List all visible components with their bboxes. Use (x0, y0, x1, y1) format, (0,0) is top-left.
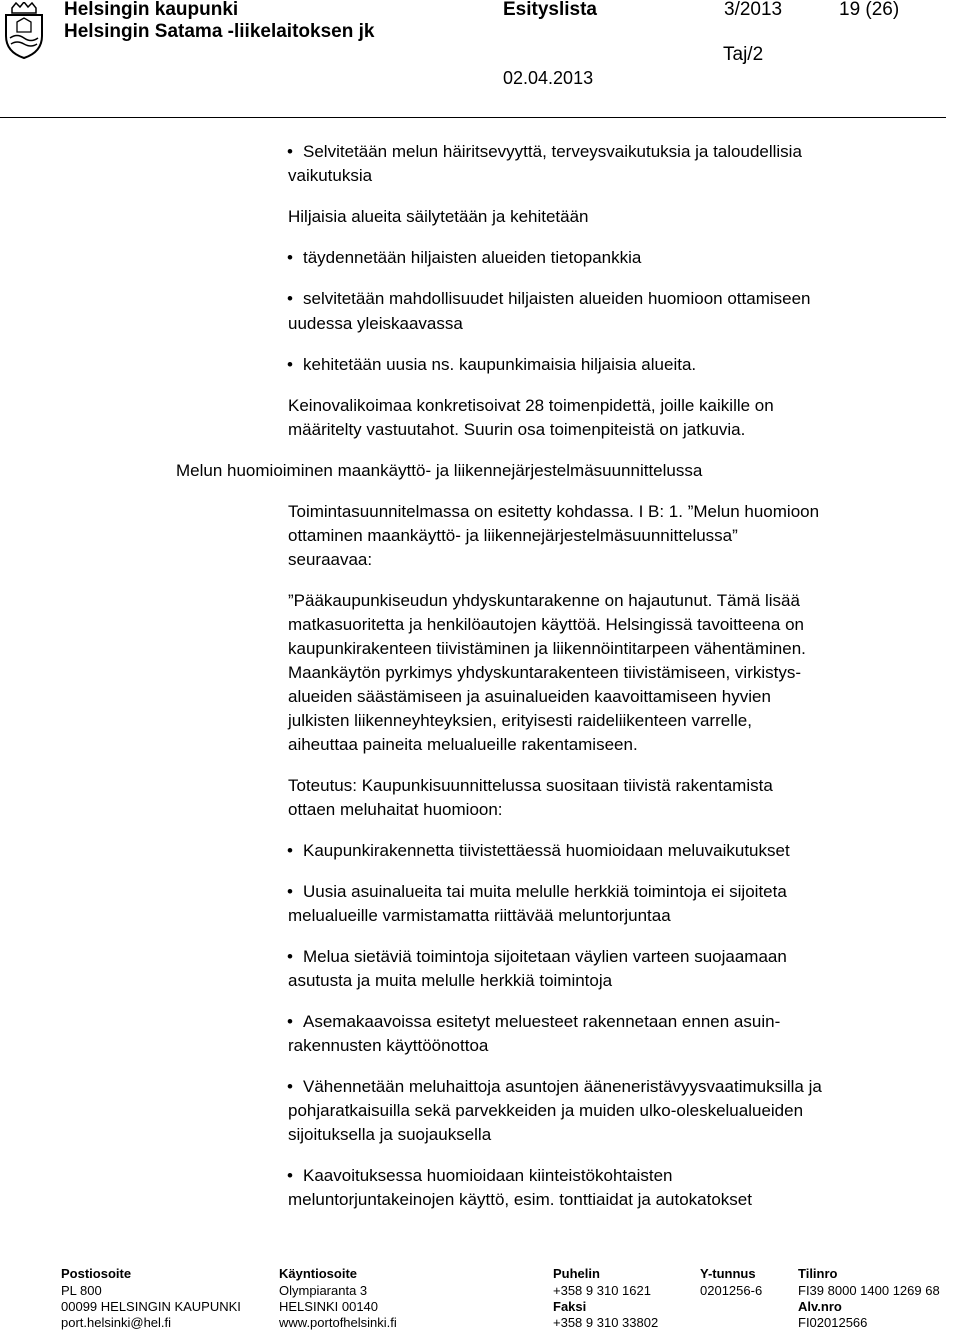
footer-email-link[interactable]: port.helsinki@hel.fi (61, 1315, 172, 1330)
body-line: • Melua sietäviä toimintoja sijoitetaan väylien varteen suojaamaan (303, 945, 787, 969)
body-line: Hiljaisia alueita säilytetään ja kehitetään (288, 207, 589, 226)
footer-vat-heading: Alv.nro (798, 1299, 842, 1314)
organization-name: Helsingin kaupunki (64, 0, 239, 20)
body-line: • Asemakaavoissa esitetyt meluesteet rakennetaan ennen asuin- (303, 1010, 780, 1034)
body-line: Maankäytön pyrkimys yhdyskuntarakenteen tiivistämiseen, virkistys- (288, 663, 802, 682)
body-line: asutusta ja muita melulle herkkiä toimintoja (288, 971, 613, 990)
body-line: aiheuttaa paineita melualueille rakentamiseen. (288, 735, 638, 754)
body-line: Toteutus: Kaupunkisuunnittelussa suositaan tiivistä rakentamista (288, 776, 773, 795)
header-divider (0, 117, 946, 118)
body-line: • kehitetään uusia ns. kaupunkimaisia hiljaisia alueita. (303, 353, 696, 377)
body-line: • Uusia asuinalueita tai muita melulle herkkiä toimintoja ei sijoiteta (303, 880, 787, 904)
body-line: • selvitetään mahdollisuudet hiljaisten alueiden huomioon ottamiseen (303, 287, 811, 311)
footer-phone-heading: Puhelin (553, 1266, 600, 1281)
footer-ytunnus-heading: Y-tunnus (700, 1266, 756, 1281)
agenda-item: Taj/2 (723, 44, 764, 65)
footer-website-link[interactable]: www.portofhelsinki.fi (279, 1315, 397, 1330)
footer-visit-heading: Käyntiosoite (279, 1266, 358, 1281)
body-line: kaupunkirakenteen tiivistäminen ja liikennöintitarpeen vähentäminen. (288, 639, 806, 658)
body-line: melualueille varmistamatta riittävää meluntorjuntaa (288, 906, 671, 925)
body-line: julkisten liikenneyhteyksien, erityisesti raideliikenteen varrelle, (288, 711, 752, 730)
footer-bank-heading: Tilinro (798, 1266, 838, 1281)
body-line: alueiden säästämiseen ja asuinalueiden kaavoittamiseen hyvien (288, 687, 771, 706)
body-line: vaikutuksia (288, 166, 373, 185)
body-line: • Kaupunkirakennetta tiivistettäessä huomioidaan meluvaikutukset (303, 839, 790, 863)
body-line: pohjaratkaisuilla sekä parvekkeiden ja muiden ulko-oleskelualueiden (288, 1101, 804, 1120)
meeting-date: 02.04.2013 (503, 68, 594, 88)
body-line: meluntorjuntakeinojen käyttö, esim. tonttiaidat ja autokatokset (288, 1190, 752, 1209)
body-line: seuraavaa: (288, 550, 373, 569)
body-line: Toimintasuunnitelmassa on esitetty kohdassa. I B: 1. ”Melun huomioon (288, 502, 820, 521)
footer-phone-number: +358 9 310 1621 (553, 1283, 651, 1298)
body-line: määritelty vastuutahot. Suurin osa toimenpiteistä on jatkuvia. (288, 420, 746, 439)
footer-vat-number: FI02012566 (798, 1315, 868, 1330)
body-line: ottaminen maankäyttö- ja liikennejärjestelmäsuunnittelussa” (288, 526, 738, 545)
section-heading: Melun huomioiminen maankäyttö- ja liikennejärjestelmäsuunnittelussa (176, 461, 703, 480)
footer-postal-line: 00099 HELSINGIN KAUPUNKI (61, 1299, 241, 1314)
body-line: • Vähennetään meluhaittoja asuntojen ääneneristävyysvaatimuksilla ja (303, 1075, 822, 1099)
body-line: ottaen meluhaitat huomioon: (288, 800, 503, 819)
body-line: Keinovalikoimaa konkretisoivat 28 toimenpidettä, joille kaikille on (288, 396, 774, 415)
body-line: uudessa yleiskaavassa (288, 314, 463, 333)
document-type: Esityslista (503, 0, 597, 20)
footer-postal-heading: Postiosoite (61, 1266, 132, 1281)
body-line: • täydennetään hiljaisten alueiden tietopankkia (303, 246, 641, 270)
footer-bank-account: FI39 8000 1400 1269 68 (798, 1283, 940, 1298)
body-line: matkasuoritetta ja henkilöautojen käyttöä. Helsingissä tavoitteena on (288, 615, 804, 634)
body-line: • Selvitetään melun häiritsevyyttä, terveysvaikutuksia ja taloudellisia (303, 140, 802, 164)
footer-postal-line: PL 800 (61, 1283, 102, 1298)
footer-visit-line: HELSINKI 00140 (279, 1299, 379, 1314)
page-number: 19 (26) (839, 0, 900, 20)
footer-ytunnus-value: 0201256-6 (700, 1283, 763, 1298)
unit-name: Helsingin Satama -liikelaitoksen jk (64, 21, 375, 42)
body-line: sijoituksella ja suojauksella (288, 1125, 492, 1144)
body-line: • Kaavoituksessa huomioidaan kiinteistökohtaisten (303, 1164, 673, 1188)
document-number: 3/2013 (724, 0, 783, 20)
footer-fax-heading: Faksi (553, 1299, 587, 1314)
helsinki-crest-logo (2, 2, 46, 60)
body-line: rakennusten käyttöönottoa (288, 1036, 489, 1055)
body-line: ”Pääkaupunkiseudun yhdyskuntarakenne on hajautunut. Tämä lisää (288, 591, 800, 610)
footer-fax-number: +358 9 310 33802 (553, 1315, 659, 1330)
footer-visit-line: Olympiaranta 3 (279, 1283, 368, 1298)
